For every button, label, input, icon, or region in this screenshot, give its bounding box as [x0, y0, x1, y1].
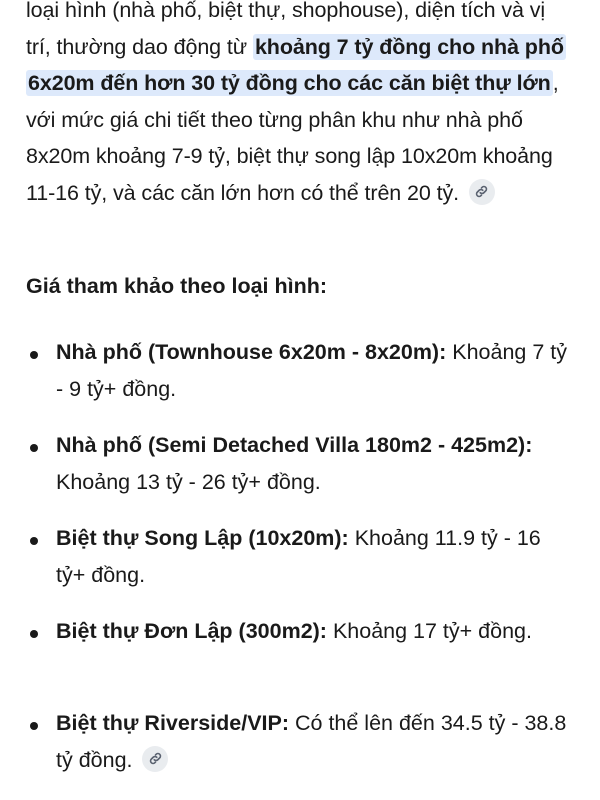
intro-top-line: loại hình (nhà phố, biệt thự, shophouse), diện tích [26, 0, 496, 22]
section-heading: Giá tham khảo theo loại hình: [26, 274, 328, 298]
bullet-dot [30, 444, 38, 452]
bullet-dot [30, 630, 38, 638]
source-link-button[interactable] [142, 746, 168, 772]
list-item-value: Khoảng 13 tỷ - 26 tỷ+ đồng. [56, 469, 321, 494]
intro-text-after: , với mức giá chi tiết theo từng phân khu như nhà phố 8x20m khoảng 7-9 tỷ, biệt thự song lập 10x20m khoảng 11-16 tỷ, và các căn lớn hơn có thể trên 20 tỷ. [26, 71, 559, 205]
intro-text-before: và vị trí, thường dao động từ [26, 0, 546, 59]
bullet-dot [30, 351, 38, 359]
list-item-label: Biệt thự Riverside/VIP: [56, 711, 290, 735]
list-item-label: Nhà phố (Townhouse 6x20m - 8x20m): [56, 340, 447, 364]
bullet-dot [30, 722, 38, 730]
list-item-text [56, 520, 571, 593]
list-item-label: Biệt thự Đơn Lập (300m2): [56, 619, 327, 643]
list-item-text [56, 613, 571, 650]
list-item-text [56, 427, 571, 500]
list-item-value: Khoảng 17 tỷ+ đồng. [326, 619, 532, 643]
list-item-text [56, 705, 571, 778]
intro-paragraph [26, 0, 571, 211]
source-link-button[interactable] [469, 179, 495, 205]
list-item-label: Nhà phố (Semi Detached Villa 180m2 - 425m2): [56, 433, 533, 457]
link-icon [474, 184, 489, 199]
bullet-dot [30, 537, 38, 545]
list-item-text [56, 334, 571, 407]
link-icon [148, 751, 163, 766]
highlighted-price-range: khoảng 7 tỷ đồng cho nhà phố 6x20m đến hơn 30 tỷ đồng cho các căn biệt thự lớn [28, 34, 564, 95]
list-item-label: Biệt thự Song Lập (10x20m): [56, 526, 349, 550]
list-item-value: Khoảng 7 tỷ - 9 tỷ+ đồng. [56, 340, 567, 401]
list-item-value: Có thể lên đến 34.5 tỷ - 38.8 tỷ đồng. [56, 711, 567, 772]
list-item-value: Khoảng 11.9 tỷ - 16 tỷ+ đồng. [56, 526, 541, 587]
